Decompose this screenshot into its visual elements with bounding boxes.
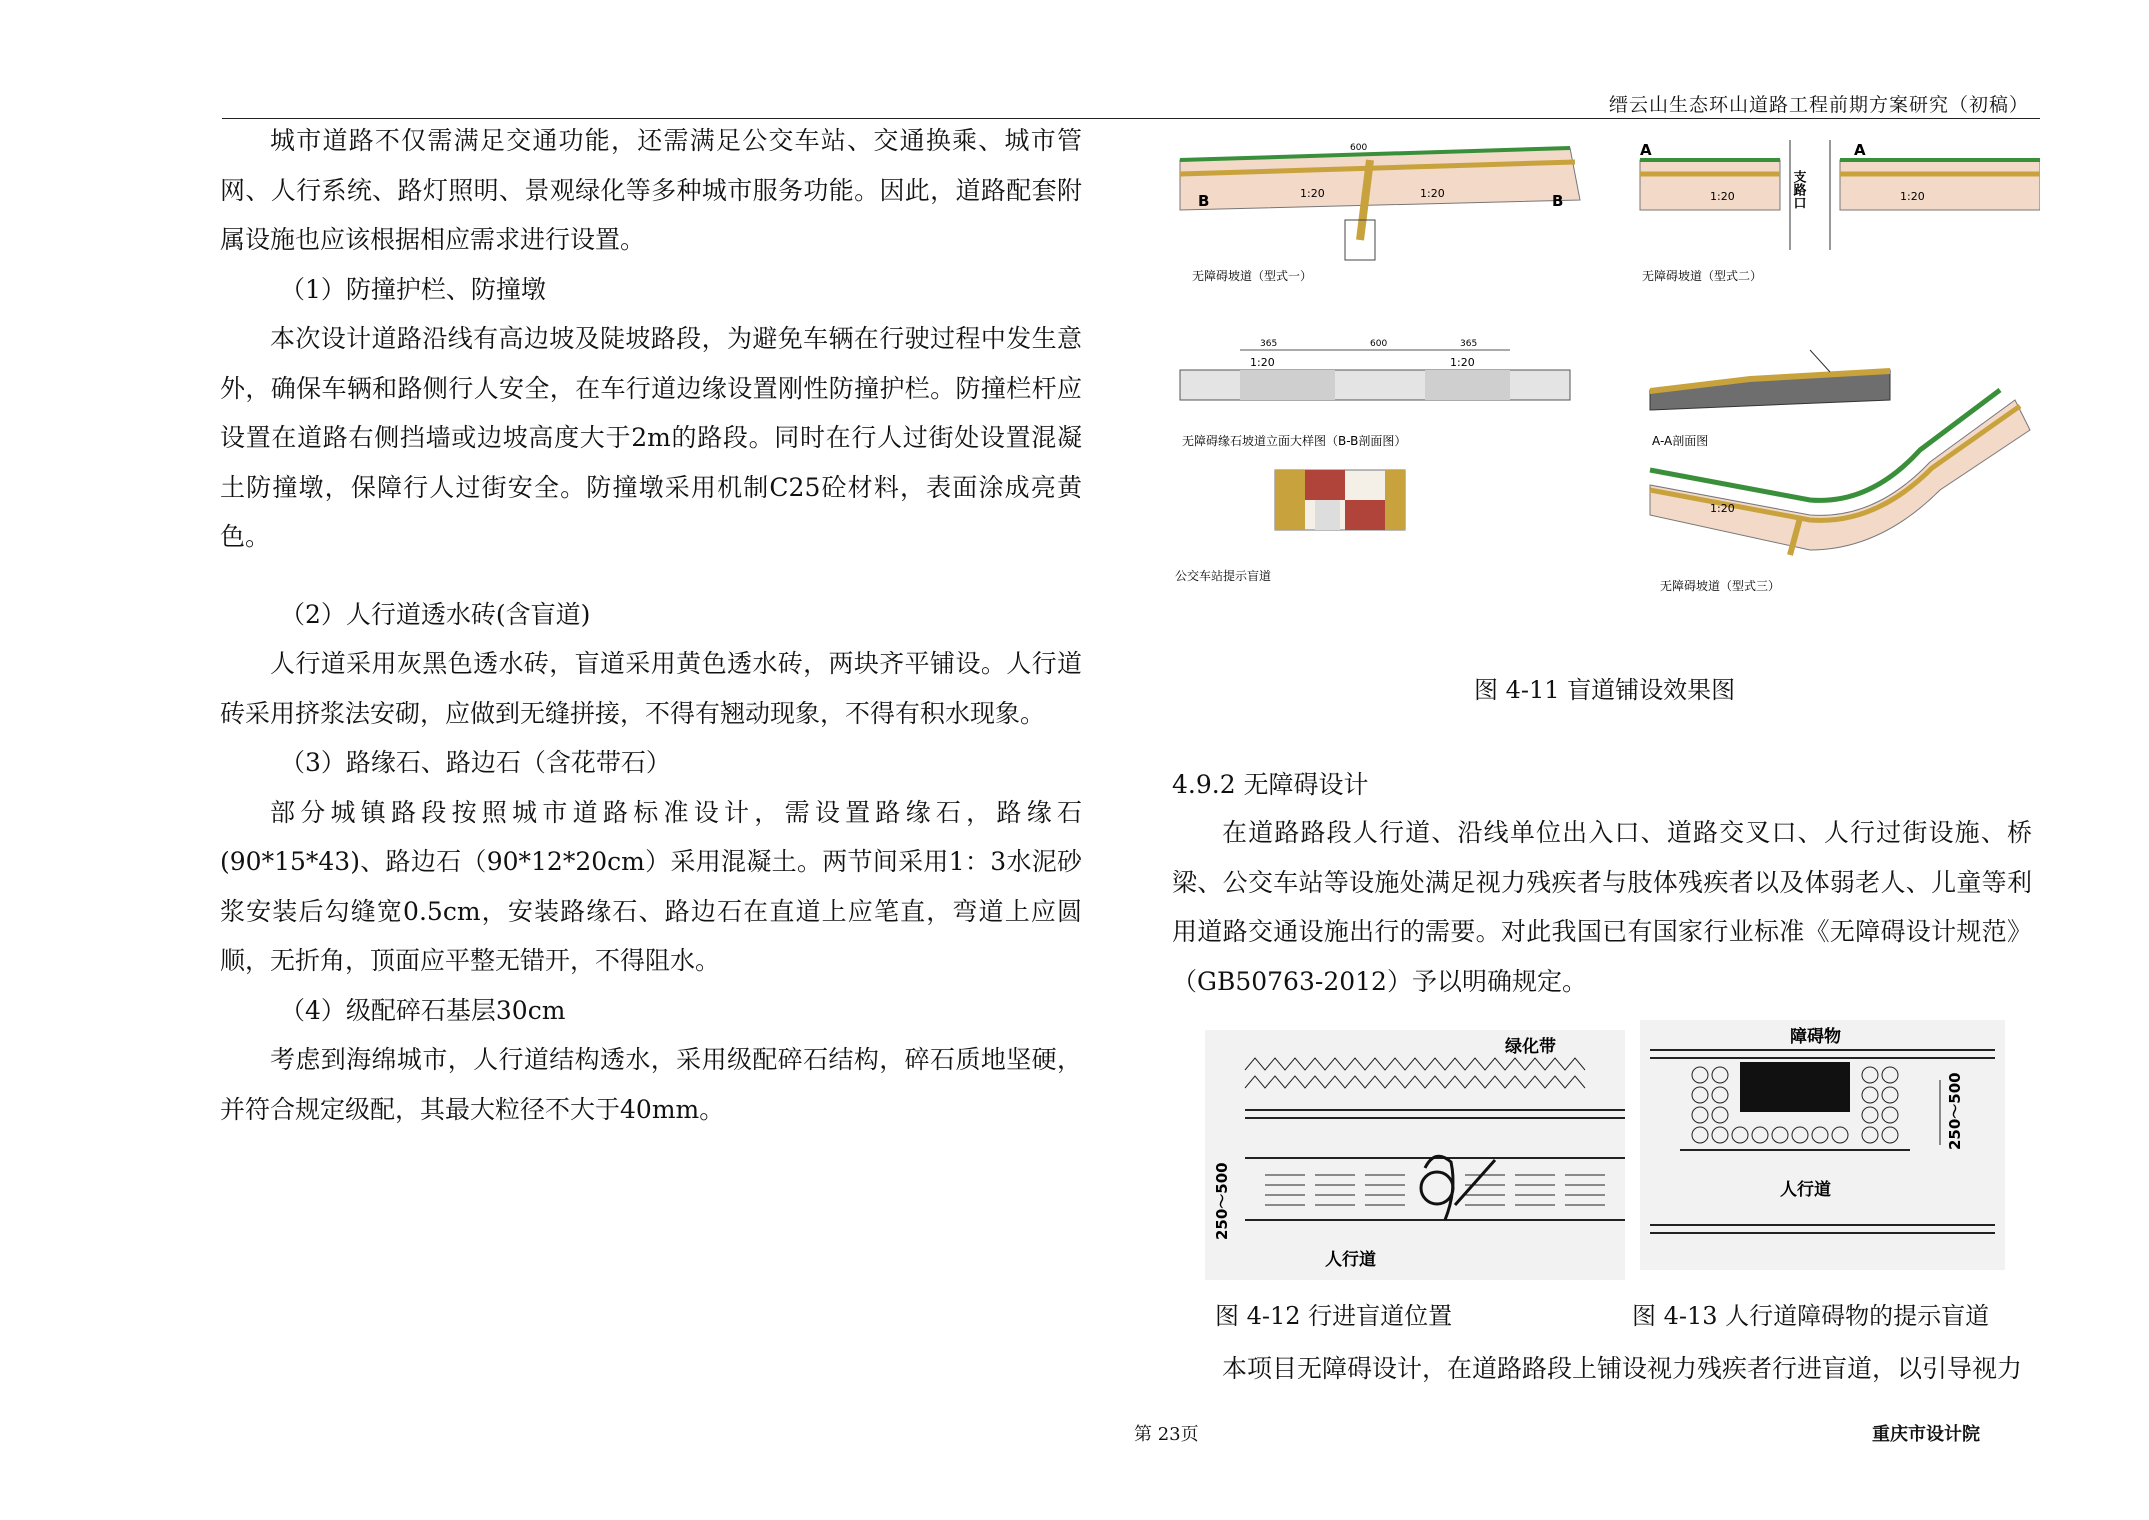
slope-label: 1:20 (1710, 502, 1735, 515)
paragraph-guardrail: 本次设计道路沿线有高边坡及陡坡路段，为避免车辆在行驶过程中发生意外，确保车辆和路侧行人安全，在车行道边缘设置刚性防撞护栏。防撞栏杆应设置在道路右侧挡墙或边坡高度大于2m的路段。同时在行人过街处设置混凝土防撞墩，保障行人过街安全。防撞墩采用机制C25砼材料，表面涂成亮黄色。 (220, 324, 1082, 551)
panel-type3-title: 无障碍坡道（型式三） (1660, 579, 1781, 593)
dim-label: 365 (1260, 339, 1278, 349)
label-branch: 支路口 (1790, 170, 1806, 209)
heading-guardrail: （1）防撞护栏、防撞墩 (280, 274, 546, 304)
figure-4-13 (1640, 1020, 2005, 1270)
panel-aa-title: A-A剖面图 (1652, 434, 1709, 448)
heading-curb: （3）路缘石、路边石（含花带石） (280, 748, 671, 777)
obstacle-label: 障碍物 (1790, 1027, 1841, 1047)
figure-4-13-caption: 图 4-13 人行道障碍物的提示盲道 (1632, 1302, 1990, 1330)
figure-4-12 (1205, 1030, 1625, 1280)
dim-label: 365 (1460, 339, 1478, 349)
figure-4-12-caption: 图 4-12 行进盲道位置 (1215, 1302, 1453, 1330)
green-belt-label: 绿化带 (1505, 1037, 1556, 1057)
panel-bus-title: 公交车站提示盲道 (1175, 569, 1272, 583)
slope-label: 1:20 (1450, 356, 1475, 369)
heading-paving: （2）人行道透水砖(含盲道) (280, 599, 591, 629)
left-column (220, 116, 1082, 1134)
page-number: 第 23页 (1134, 1424, 1199, 1445)
running-header: 缙云山生态环山道路工程前期方案研究（初稿） (1608, 94, 2029, 116)
paragraph-accessibility: 在道路路段人行道、沿线单位出入口、道路交叉口、人行过街设施、桥梁、公交车站等设施处满足视力残疾者与肢体残疾者以及体弱老人、儿童等利用道路交通设施出行的需要。对此我国已有国家行业标准《无障碍设计规范》（GB50763-2012）予以明确规定。 (1172, 818, 2032, 996)
paragraph-curb: 部分城镇路段按照城市道路标准设计，需设置路缘石，路缘石(90*15*43)、路边石（90*12*20cm）采用混凝土。两节间采用1：3水泥砂浆安装后勾缝宽0.5cm，安装路缘石、路边石在直道上应笔直，弯道上应圆顺，无折角，顶面应平整无错开，不得阻水。 (220, 797, 1082, 975)
paragraph-paving: 人行道采用灰黑色透水砖，盲道采用黄色透水砖，两块齐平铺设。人行道砖采用挤浆法安砌，应做到无缝拼接，不得有翘动现象，不得有积水现象。 (220, 649, 1082, 728)
paragraph-intro: 城市道路不仅需满足交通功能，还需满足公交车站、交通换乘、城市管网、人行系统、路灯照明、景观绿化等多种城市服务功能。因此，道路配套附属设施也应该根据相应需求进行设置。 (220, 126, 1082, 254)
panel-bb (1180, 339, 1570, 448)
right-column (1172, 808, 2032, 1006)
heading-base: （4）级配碎石基层30cm (280, 995, 566, 1025)
sidewalk-label: 人行道 (1780, 1180, 1831, 1200)
footer-organization: 重庆市设计院 (1872, 1424, 1980, 1445)
panel-bb-title: 无障碍缘石坡道立面大样图（B-B剖面图） (1182, 434, 1407, 448)
paragraph-base: 考虑到海绵城市，人行道结构透水，采用级配碎石结构，碎石质地坚硬，并符合规定级配，其最大粒径不大于40mm。 (220, 1045, 1082, 1124)
label-b-right: B (1552, 192, 1564, 210)
label-b-left: B (1198, 192, 1210, 210)
slope-label: 1:20 (1710, 190, 1735, 203)
panel-bus (1175, 470, 1405, 583)
figure-4-11 (1170, 130, 2040, 650)
panel-type2 (1640, 140, 2040, 283)
panel-type3 (1650, 390, 2030, 593)
panel-type1-title: 无障碍坡道（型式一） (1192, 269, 1313, 283)
dim-label: 600 (1370, 339, 1388, 349)
panel-type1 (1180, 143, 1580, 283)
obstacle-block (1740, 1062, 1850, 1112)
figure-4-11-caption: 图 4-11 盲道铺设效果图 (1474, 676, 1736, 704)
sidewalk-label: 人行道 (1325, 1250, 1376, 1270)
slope-label: 1:20 (1420, 187, 1445, 200)
section-heading: 4.9.2 无障碍设计 (1172, 770, 1369, 799)
label-a-left: A (1640, 141, 1652, 159)
slope-label: 1:20 (1900, 190, 1925, 203)
closing-paragraph: 本项目无障碍设计，在道路路段上铺设视力残疾者行进盲道，以引导视力 (1222, 1354, 2023, 1383)
panel-aa (1650, 350, 1890, 448)
dimension-label: 250～500 (1946, 1072, 1964, 1150)
slope-label: 1:20 (1250, 356, 1275, 369)
dim-label: 600 (1350, 143, 1368, 153)
slope-label: 1:20 (1300, 187, 1325, 200)
panel-type2-title: 无障碍坡道（型式二） (1642, 269, 1763, 283)
label-a-right: A (1854, 141, 1866, 159)
dimension-label: 250～500 (1213, 1162, 1231, 1240)
